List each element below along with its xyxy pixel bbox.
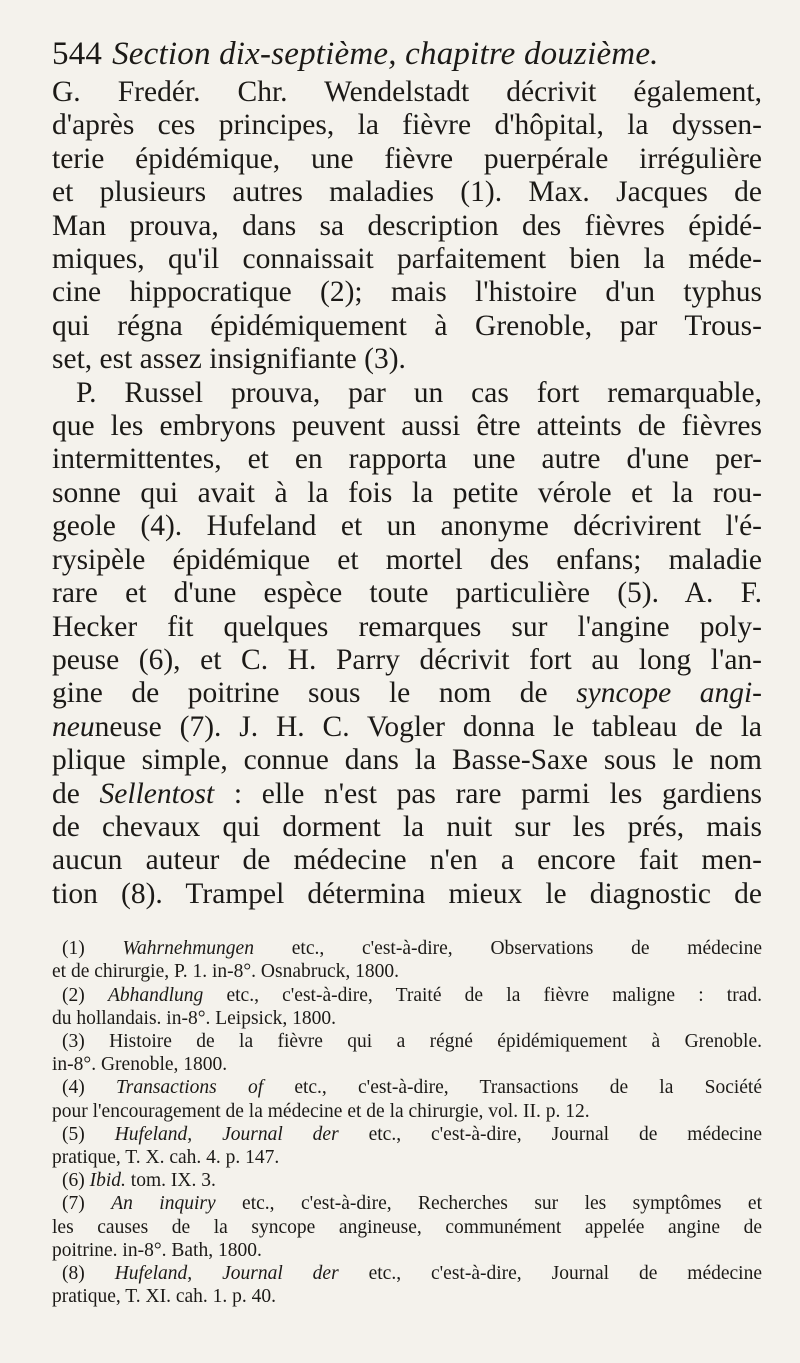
- footnote-text: et de chirurgie, P. 1. in-8°. Osnabruck, 1800.: [52, 961, 400, 983]
- footnote-text: etc., c'est-à-dire, Transactions de la Société: [263, 1077, 762, 1099]
- text-line: rysipèle épidémique et mortel des enfans; maladie: [52, 543, 762, 576]
- text-line: peuse (6), et C. H. Parry décrivit fort au long l'an-: [52, 643, 762, 676]
- footnote-text: tom. IX. 3.: [125, 1170, 216, 1192]
- page-number: 544: [52, 36, 103, 72]
- footnote-mark: (6): [62, 1170, 85, 1192]
- footnote: [52, 1076, 762, 1122]
- text-line: cine hippocratique (2); mais l'histoire d'un typhus: [52, 276, 762, 309]
- text-line: P. Russel prouva, par un cas fort remarquable,: [76, 376, 762, 409]
- footnote-separator: [52, 911, 762, 937]
- footnote-text: du hollandais. in-8°. Leipsick, 1800.: [52, 1007, 337, 1029]
- text-line: sonne qui avait à la fois la petite vérole et la rou-: [52, 476, 762, 509]
- footnote-title: Ibid.: [89, 1170, 126, 1192]
- italic-term: syncope angi-: [576, 677, 763, 710]
- footnote-title: An inquiry: [111, 1193, 216, 1215]
- text-line: rare et d'une espèce toute particulière (5). A. F.: [52, 577, 762, 610]
- text-line: intermittentes, et en rapporta une autre d'une per-: [52, 443, 762, 476]
- italic-term: Sellentost: [99, 777, 215, 810]
- footnote: [52, 1192, 762, 1262]
- footnote: [52, 1030, 762, 1076]
- text-line: que les embryons peuvent aussi être atteints de fièvres: [52, 410, 762, 443]
- paragraph: [52, 377, 762, 912]
- text-line: [52, 711, 762, 744]
- footnote-line: [52, 1076, 762, 1099]
- footnote-title: Abhandlung: [107, 984, 204, 1006]
- text-line: terie épidémique, une fièvre puerpérale irrégulière: [52, 142, 762, 175]
- footnote-mark: (7): [62, 1193, 85, 1215]
- text-line: geole (4). Hufeland et un anonyme décrivirent l'é-: [52, 510, 762, 543]
- footnote-mark: (4): [62, 1077, 85, 1099]
- footnote: [52, 937, 762, 983]
- text-line: plique simple, connue dans la Basse-Saxe sous le nom: [52, 744, 762, 777]
- footnote-line: [52, 1030, 762, 1053]
- footnote-mark: (5): [62, 1123, 85, 1145]
- footnote-line: [52, 937, 762, 960]
- footnote-text: Histoire de la fièvre qui a régné épidémiquement à Grenoble.: [109, 1030, 763, 1052]
- footnote-line: [52, 1123, 762, 1146]
- text-segment: : elle n'est pas rare parmi les gardiens: [214, 777, 762, 810]
- footnote-text: etc., c'est-à-dire, Observations de médecine: [253, 938, 762, 960]
- text-segment: neuse (7). J. H. C. Vogler donna le tableau de la: [94, 710, 762, 743]
- footnote-line: [52, 1262, 762, 1285]
- footnote-line: [52, 960, 762, 983]
- text-line: miques, qu'il connaissait parfaitement bien la méde-: [52, 243, 762, 276]
- text-segment: de: [52, 777, 100, 810]
- footnote-title: Hufeland, Journal der: [114, 1263, 339, 1284]
- footnote: [52, 1169, 762, 1192]
- text-line: [52, 677, 762, 710]
- footnote-line: [52, 1239, 762, 1262]
- paragraph: [52, 76, 762, 377]
- footnote-mark: (8): [62, 1263, 85, 1284]
- footnote: [52, 1262, 762, 1308]
- footnote-text: etc., c'est-à-dire, Journal de médecine: [338, 1263, 762, 1284]
- footnote-title: Hufeland, Journal der: [114, 1123, 339, 1145]
- footnote-line: [52, 1216, 762, 1239]
- footnote-title: Wahrnehmungen: [122, 938, 254, 960]
- footnote-text: les causes de la syncope angineuse, communément appelée angine de: [52, 1216, 762, 1238]
- footnote-text: etc., c'est-à-dire, Recherches sur les symptômes et: [215, 1193, 762, 1215]
- italic-term: neu: [52, 710, 95, 743]
- text-line: Man prouva, dans sa description des fièvres épidé-: [52, 209, 762, 242]
- footnote-line: [52, 1192, 762, 1215]
- text-line: G. Fredér. Chr. Wendelstadt décrivit également,: [52, 76, 762, 108]
- footnote-line: [52, 1146, 762, 1169]
- text-line: set, est assez insignifiante (3).: [52, 343, 406, 376]
- text-line: Hecker fit quelques remarques sur l'angine poly-: [52, 610, 762, 643]
- footnote-text: pratique, T. X. cah. 4. p. 147.: [52, 1146, 280, 1168]
- running-head: [52, 34, 762, 74]
- footnote-line: [52, 1100, 762, 1123]
- main-text: [52, 76, 762, 911]
- footnote-line: [52, 984, 762, 1007]
- footnote-line: [52, 1007, 762, 1030]
- footnote: [52, 1123, 762, 1169]
- text-segment: gine de poitrine sous le nom de: [52, 677, 577, 710]
- footnote: [52, 984, 762, 1030]
- running-title: Section dix-septième, chapitre douzième.: [112, 36, 659, 72]
- text-line: de chevaux qui dorment la nuit sur les prés, mais: [52, 810, 762, 843]
- footnote-mark: (2): [62, 984, 85, 1006]
- footnote-text: pratique, T. XI. cah. 1. p. 40.: [52, 1286, 277, 1308]
- footnotes: [52, 937, 762, 1308]
- footnote-text: in-8°. Grenoble, 1800.: [52, 1054, 228, 1076]
- footnote-text: etc., c'est-à-dire, Journal de médecine: [338, 1123, 762, 1145]
- text-line: [52, 778, 762, 811]
- footnote-mark: (1): [62, 938, 85, 960]
- footnote-line: [52, 1053, 762, 1076]
- footnote-line: [52, 1285, 762, 1308]
- footnote-mark: (3): [62, 1030, 85, 1052]
- text-line: qui régna épidémiquement à Grenoble, par Trous-: [52, 309, 762, 342]
- footnote-text: pour l'encouragement de la médecine et de la chirurgie, vol. II. p. 12.: [52, 1100, 590, 1122]
- text-line: d'après ces principes, la fièvre d'hôpital, la dyssen-: [52, 109, 762, 142]
- text-line: et plusieurs autres maladies (1). Max. Jacques de: [52, 176, 762, 209]
- footnote-title: Transactions of: [115, 1077, 264, 1099]
- footnote-line: [52, 1169, 762, 1192]
- footnote-text: etc., c'est-à-dire, Traité de la fièvre maligne : trad.: [203, 984, 762, 1006]
- footnote-text: poitrine. in-8°. Bath, 1800.: [52, 1239, 262, 1261]
- text-line: aucun auteur de médecine n'en a encore fait men-: [52, 844, 762, 877]
- text-line: tion (8). Trampel détermina mieux le diagnostic de: [52, 877, 762, 910]
